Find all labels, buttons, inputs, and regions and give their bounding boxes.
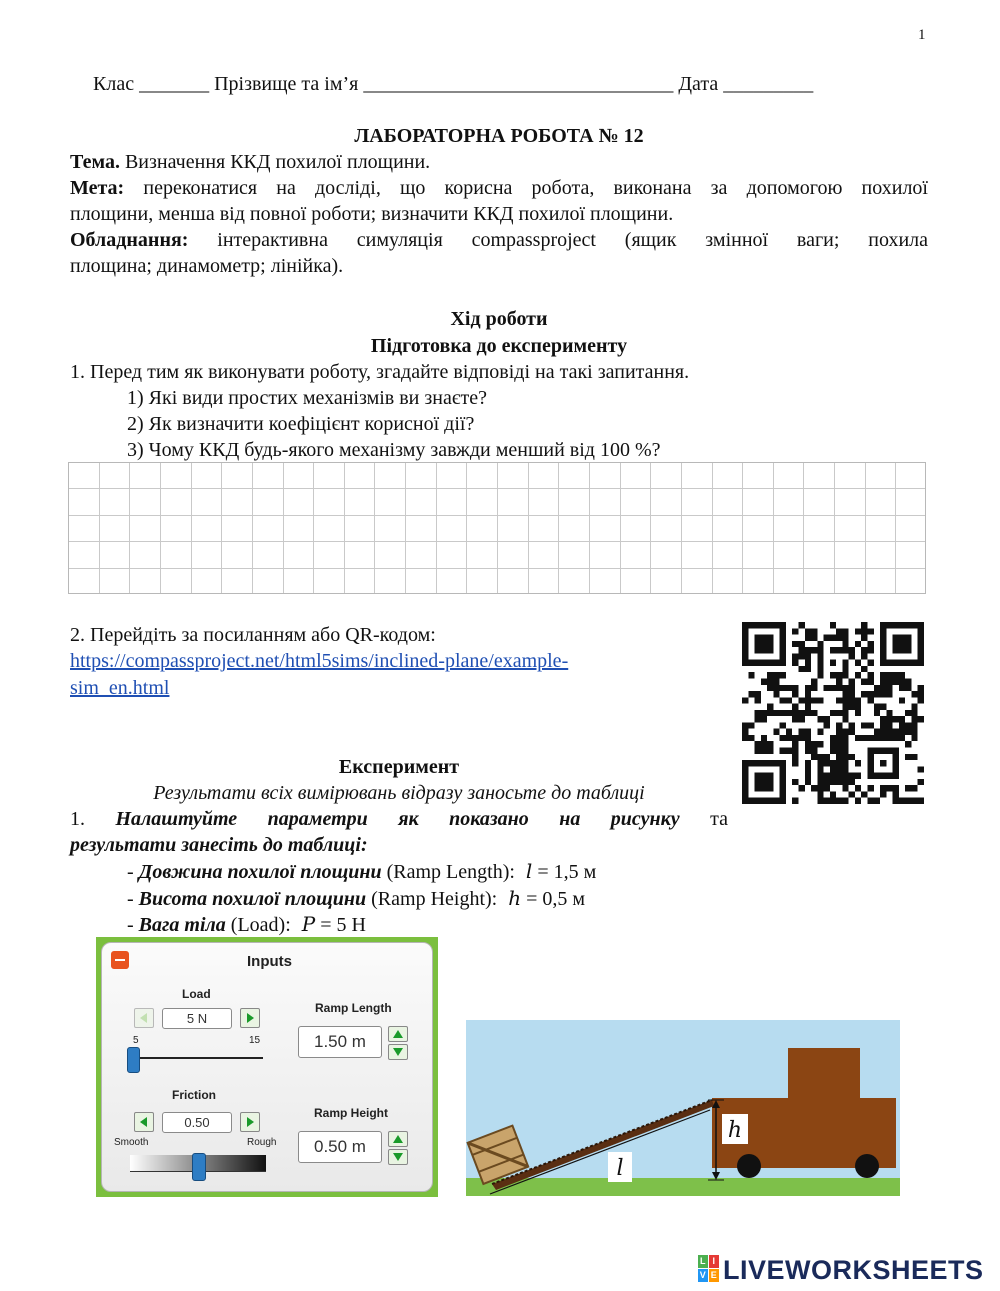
ramp-diagram [466,1020,900,1196]
param-symbol: P [301,912,316,936]
param-value: = 5 Н [320,914,366,936]
down-arrow-icon [389,1045,407,1059]
experiment-heading: Експеримент [338,756,460,778]
topic [70,149,430,175]
step-2: 2. Перейдіть за посиланням або QR-кодом: [70,624,436,646]
exp-step-bold-a: Налаштуйте параметри як показано на рисунку [115,808,680,830]
friction-increase-button[interactable] [240,1112,260,1132]
param-load [127,911,366,938]
grass [466,1178,900,1196]
param-name: Висота похилої площини [138,888,367,910]
date-label: Дата [678,73,719,95]
collapse-button[interactable] [111,951,129,969]
experiment-note: Результати всіх вимірювань відразу заносьте до таблиці [153,782,645,804]
param-symbol: h [508,886,522,910]
exp-step-1-line-1 [70,806,728,832]
friction-slider-knob[interactable] [192,1153,206,1181]
param-en: (Load): [230,914,291,936]
class-blank[interactable]: _______ [139,73,210,95]
class-label: Клас [93,73,135,95]
ramp-height-label: Ramp Height [314,1106,389,1120]
exp-step-1-line-2: результати занесіть до таблиці: [70,834,368,856]
h-label: h [727,1118,743,1143]
param-value: = 0,5 м [526,888,586,910]
ramp-length-value-box[interactable]: 1.50 m [298,1026,382,1058]
live-logo-icon [698,1255,720,1283]
load-value-box[interactable]: 5 N [162,1008,232,1029]
answer-grid[interactable] [68,462,926,594]
logo-letter-v: V [699,1270,707,1280]
param-en: (Ramp Length): [386,861,515,883]
param-symbol: l [525,859,533,883]
friction-value-box[interactable]: 0.50 [162,1112,232,1133]
name-label: Прізвище та ім’я [214,73,359,95]
down-arrow-icon [389,1150,407,1164]
param-en: (Ramp Height): [371,888,498,910]
logo-letter-e: E [710,1270,718,1280]
step-1: 1. Перед тим як виконувати роботу, згадайте відповіді на такі запитання. [70,361,690,383]
param-name: Довжина похилої площини [138,861,382,883]
ramp-length-down-button[interactable] [388,1044,408,1060]
question-3: 3) Чому ККД будь-якого механізму завжди менший від 100 %? [127,439,661,461]
goal-line-2: площини, менша від повної роботи; визначити ККД похилої площини. [70,203,674,225]
load-slider-track[interactable] [133,1057,263,1059]
header-fields [93,71,813,97]
lab-title: ЛАБОРАТОРНА РОБОТА № 12 [354,125,644,147]
up-arrow-icon [389,1132,407,1146]
topic-text: Визначення ККД похилої площини. [124,151,431,173]
load-increase-button[interactable] [240,1008,260,1028]
date-blank[interactable]: _________ [723,73,814,95]
inputs-title: Inputs [247,953,292,970]
procedure-heading: Хід роботи [450,308,548,330]
left-arrow-icon [135,1113,153,1131]
load-max-label: 15 [249,1035,261,1046]
load-slider-knob[interactable] [127,1047,140,1073]
goal-label: Мета: [70,177,125,199]
prep-heading: Підготовка до експерименту [370,335,628,357]
l-label: l [616,1156,624,1181]
inputs-panel [96,937,438,1197]
param-name: Вага тіла [138,914,226,936]
name-blank[interactable]: _______________________________ [363,73,674,95]
param-dash: - [127,914,134,936]
ramp-height-up-button[interactable] [388,1131,408,1147]
exp-step-number: 1. [70,808,85,830]
ramp-height-down-button[interactable] [388,1149,408,1165]
load-min-label: 5 [133,1035,139,1046]
goal-text-1: переконатися на досліді, що корисна робота, виконана за допомогою похилої [143,177,928,199]
question-2: 2) Як визначити коефіцієнт корисної дії? [127,413,475,435]
question-1: 1) Які види простих механізмів ви знаєте? [127,387,487,409]
sim-link-line-1[interactable]: https://compassproject.net/html5sims/inclined-plane/example- [70,650,569,672]
topic-label: Тема. [70,151,120,173]
param-dash: - [127,888,134,910]
friction-decrease-button[interactable] [134,1112,154,1132]
qr-code[interactable] [742,622,924,804]
ramp-length-up-button[interactable] [388,1026,408,1042]
watermark-text: LIVEWORKSHEETS [723,1255,984,1285]
load-decrease-button[interactable] [134,1008,154,1028]
param-ramp-height [127,885,585,912]
equipment-text-1: інтерактивна симуляція compassproject (ящик змінної ваги; похила [217,229,929,251]
sim-link-line-2[interactable]: sim_en.html [70,677,170,699]
exp-step-plain: та [710,808,729,830]
friction-label: Friction [172,1088,216,1102]
param-dash: - [127,861,134,883]
page-number: 1 [918,27,926,43]
logo-letter-i: I [709,1255,719,1268]
param-ramp-length [127,858,596,885]
up-arrow-icon [389,1027,407,1041]
logo-letter-l: L [700,1256,706,1266]
minus-icon [115,959,125,961]
inputs-panel-body [101,942,433,1192]
friction-max-label: Rough [247,1137,277,1148]
load-label: Load [182,987,211,1001]
right-arrow-icon [241,1113,259,1131]
param-value: = 1,5 м [537,861,597,883]
right-arrow-icon [241,1009,259,1027]
equipment-line-1 [70,227,928,253]
ramp-length-label: Ramp Length [315,1001,392,1015]
ramp-height-value-box[interactable]: 0.50 m [298,1131,382,1163]
equipment-line-2: площина; динамометр; лінійка). [70,255,344,277]
friction-min-label: Smooth [114,1137,149,1148]
equipment-label: Обладнання: [70,229,189,251]
liveworksheets-watermark [698,1255,984,1285]
left-arrow-icon [135,1009,153,1027]
goal-line-1 [70,175,928,201]
